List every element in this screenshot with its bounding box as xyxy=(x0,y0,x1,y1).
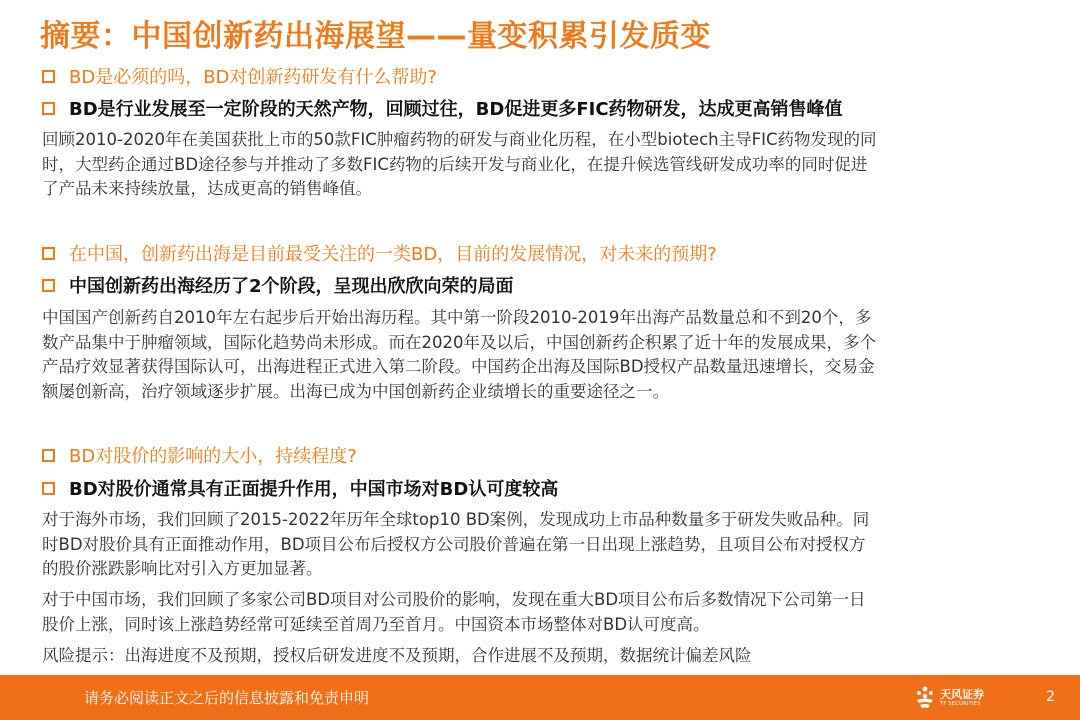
paragraph-2 xyxy=(42,306,1058,404)
answer-2 xyxy=(42,272,514,298)
square-bullet-icon xyxy=(42,449,55,462)
question-2 xyxy=(42,240,717,266)
paragraph-line: 回顾2010-2020年在美国获批上市的50款FIC肿瘤药物的研发与商业化历程，在小型biotech主导FIC药物发现的同 xyxy=(42,130,877,149)
paragraph-line: 对于海外市场，我们回顾了2015-2022年历年全球top10 BD案例，发现成功上市品种数量多于研发失败品种。同 xyxy=(42,510,870,529)
logo-name-en: TF SECURITIES xyxy=(940,701,981,707)
page-title: 摘要：中国创新药出海展望——量变积累引发质变 xyxy=(40,19,711,54)
square-bullet-icon xyxy=(42,279,55,292)
question-3 xyxy=(42,442,357,468)
paragraph-line: 对于中国市场，我们回顾了多家公司BD项目对公司股价的影响，发现在重大BD项目公布后多数情况下公司第一日 xyxy=(42,590,866,609)
answer-3 xyxy=(42,475,558,501)
paragraph-line: 的股价涨跌影响比对引入方更加显著。 xyxy=(42,559,323,578)
answer-1 xyxy=(42,95,843,121)
square-bullet-icon xyxy=(42,70,55,83)
answer-3-text: BD对股价通常具有正面提升作用，中国市场对BD认可度较高 xyxy=(69,479,559,500)
paragraph-line: 时，大型药企通过BD途径参与并推动了多数FIC药物的后续开发与商业化，在提升候选管线研发成功率的同时促进 xyxy=(42,154,868,174)
paragraph-line: 了产品未来持续放量，达成更高的销售峰值。 xyxy=(42,179,372,198)
risk-warning-text: 风险提示：出海进度不及预期，授权后研发进度不及预期，合作进展不及预期，数据统计偏差风险 xyxy=(42,646,752,665)
disclaimer-text: 请务必阅读正文之后的信息披露和免责申明 xyxy=(84,689,370,707)
page-number: 2 xyxy=(1046,689,1055,705)
paragraph-line: 额屡创新高，治疗领域逐步扩展。出海已成为中国创新药企业绩增长的重要途径之一。 xyxy=(42,381,669,401)
question-1 xyxy=(42,63,437,89)
paragraph-3 xyxy=(42,508,1058,582)
answer-1-text: BD是行业发展至一定阶段的天然产物，回顾过往，BD促进更多FIC药物研发，达成更高销售峰值 xyxy=(69,99,843,120)
question-1-text: BD是必须的吗，BD对创新药研发有什么帮助? xyxy=(69,67,437,88)
paragraph-line: 时BD对股价具有正面推动作用，BD项目公布后授权方公司股价普遍在第一日出现上涨趋势，且项目公布对授权方 xyxy=(42,534,866,554)
square-bullet-icon xyxy=(42,482,55,495)
tf-securities-logo xyxy=(914,681,1014,715)
paragraph-line: 产品疗效显著获得国际认可，出海进程正式进入第二阶段。中国药企出海及国际BD授权产品数量迅速增长，交易金 xyxy=(42,357,875,376)
answer-2-text: 中国创新药出海经历了2个阶段，呈现出欣欣向荣的局面 xyxy=(69,276,514,297)
logo-name: 天风证券 xyxy=(940,688,984,701)
question-3-text: BD对股价的影响的大小，持续程度? xyxy=(69,446,357,467)
square-bullet-icon xyxy=(42,247,55,260)
footer-bar xyxy=(0,675,1080,720)
paragraph-line: 中国国产创新药自2010年左右起步后开始出海历程。其中第一阶段2010-2019年出海产品数量总和不到20个，多 xyxy=(42,308,872,327)
tf-securities-logo-icon xyxy=(914,685,936,711)
paragraph-4 xyxy=(42,588,1058,637)
paragraph-line: 数产品集中于肿瘤领域，国际化趋势尚未形成。而在2020年及以后，中国创新药企积累了近十年的发展成果，多个 xyxy=(42,332,876,352)
paragraph-line: 股价上涨，同时该上涨趋势经常可延续至首周乃至首月。中国资本市场整体对BD认可度高。 xyxy=(42,614,710,634)
question-2-text: 在中国，创新药出海是目前最受关注的一类BD，目前的发展情况，对未来的预期? xyxy=(69,244,717,265)
risk-warning xyxy=(42,644,1058,669)
square-bullet-icon xyxy=(42,102,55,115)
paragraph-1 xyxy=(42,128,1058,202)
